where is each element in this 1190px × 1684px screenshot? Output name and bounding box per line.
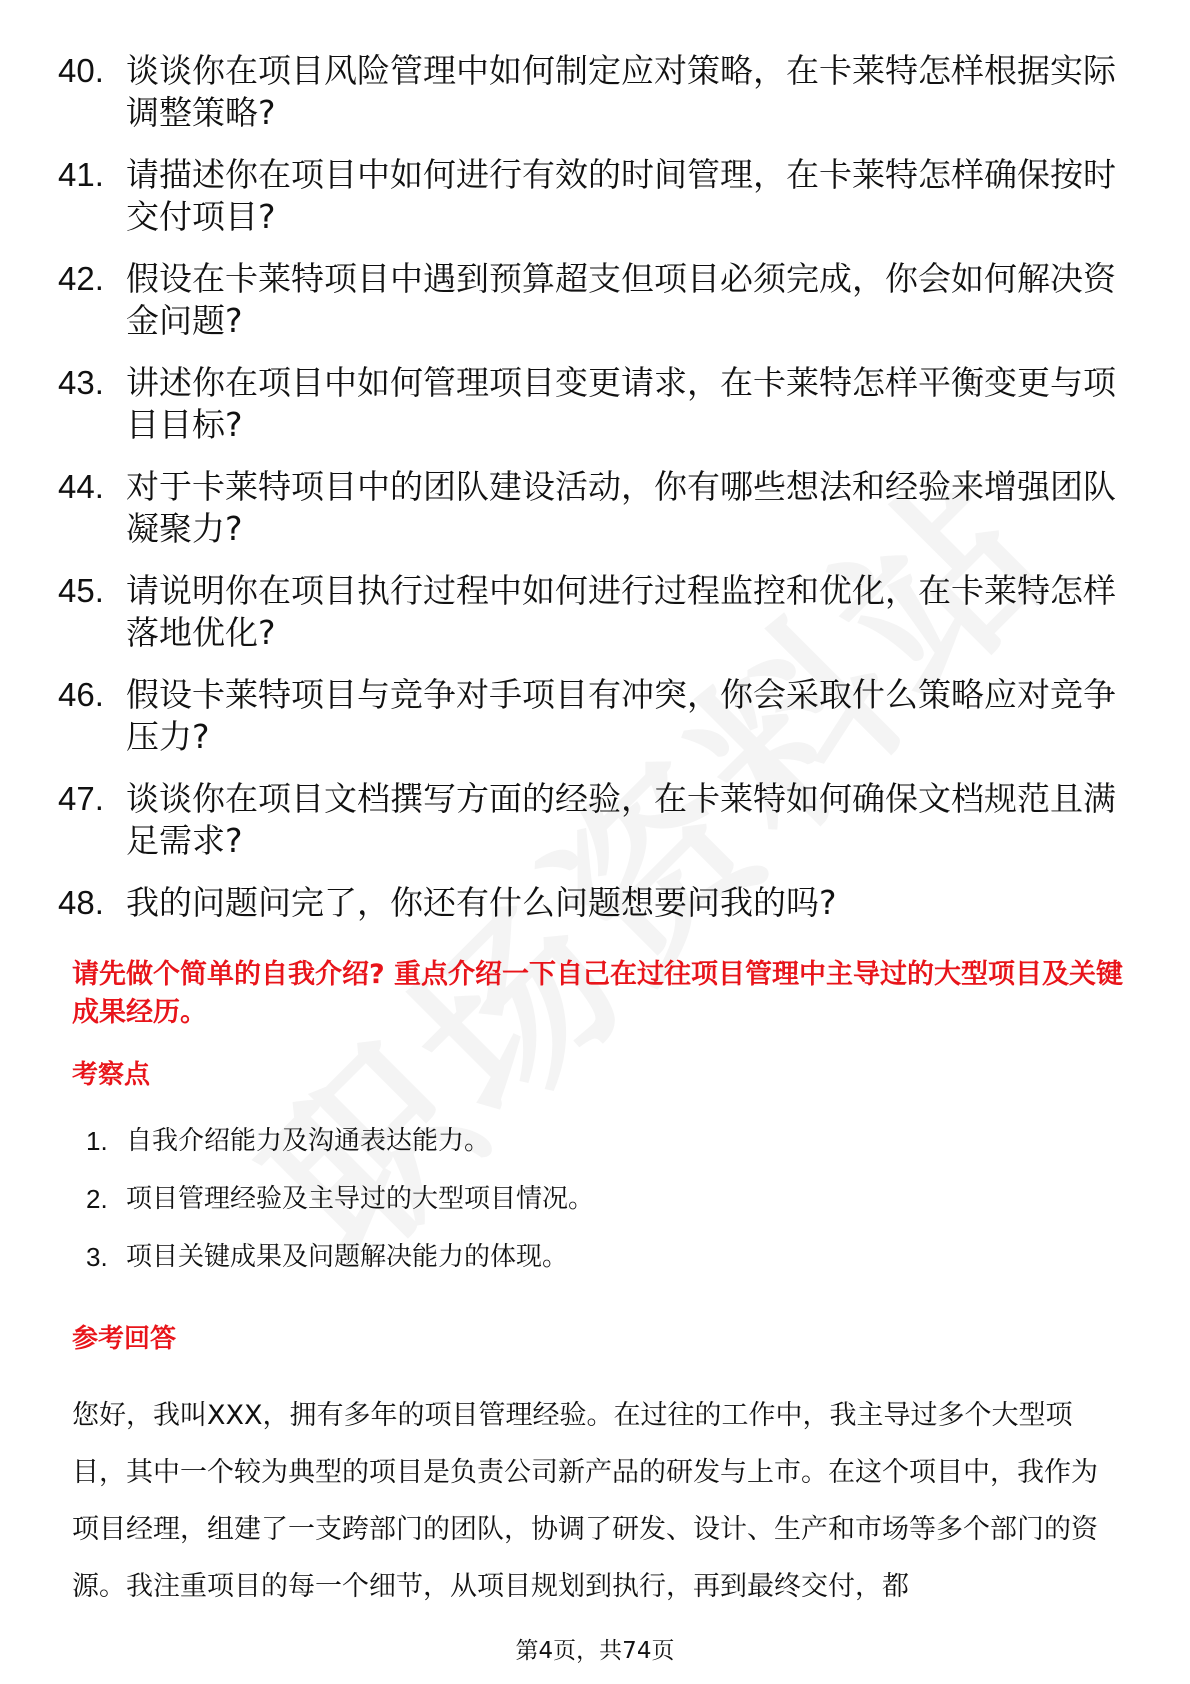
question-text: 请说明你在项目执行过程中如何进行过程监控和优化，在卡莱特怎样落地优化? (126, 571, 1116, 652)
question-item (58, 882, 1138, 924)
question-item (58, 258, 1138, 342)
focus-point (86, 1124, 594, 1158)
section-title: 请先做个简单的自我介绍? 重点介绍一下自己在过往项目管理中主导过的大型项目及关键成果经历。 (72, 959, 1124, 1028)
question-text: 讲述你在项目中如何管理项目变更请求，在卡莱特怎样平衡变更与项目目标? (126, 363, 1116, 444)
question-text: 谈谈你在项目风险管理中如何制定应对策略，在卡莱特怎样根据实际调整策略? (126, 51, 1116, 132)
answer-heading: 参考回答 (72, 1324, 177, 1354)
question-number: 43. (58, 364, 104, 401)
question-number: 44. (58, 468, 104, 505)
focus-point (86, 1182, 594, 1216)
focus-point (86, 1240, 594, 1274)
question-item (58, 778, 1138, 862)
point-text: 自我介绍能力及沟通表达能力。 (126, 1126, 491, 1156)
focus-heading: 考察点 (72, 1060, 151, 1090)
question-number: 47. (58, 780, 104, 817)
question-number: 46. (58, 676, 104, 713)
question-item (58, 466, 1138, 550)
question-text: 请描述你在项目中如何进行有效的时间管理，在卡莱特怎样确保按时交付项目? (126, 155, 1116, 236)
answer-paragraph: 您好，我叫XXX，拥有多年的项目管理经验。在过往的工作中，我主导过多个大型项目，其中一个较为典型的项目是负责公司新产品的研发与上市。在这个项目中，我作为项目经理，组建了一支跨部门的团队，协调了研发、设计、生产和市场等多个部门的资源。我注重项目的每一个细节，从项目规划到执行，再到最终交付，都 (72, 1400, 1098, 1602)
point-number: 2. (86, 1184, 108, 1214)
question-number: 42. (58, 260, 104, 297)
question-item (58, 674, 1138, 758)
question-number: 45. (58, 572, 104, 609)
question-text: 我的问题问完了，你还有什么问题想要问我的吗? (126, 883, 837, 922)
question-item (58, 362, 1138, 446)
focus-points-list (86, 1124, 594, 1298)
question-text: 谈谈你在项目文档撰写方面的经验，在卡莱特如何确保文档规范且满足需求? (126, 779, 1116, 860)
question-item (58, 570, 1138, 654)
question-number: 40. (58, 52, 104, 89)
point-text: 项目管理经验及主导过的大型项目情况。 (126, 1184, 595, 1214)
point-number: 1. (86, 1126, 108, 1156)
question-number: 41. (58, 156, 104, 193)
question-text: 假设在卡莱特项目中遇到预算超支但项目必须完成，你会如何解决资金问题? (126, 259, 1116, 340)
question-item (58, 154, 1138, 238)
question-text: 假设卡莱特项目与竞争对手项目有冲突，你会采取什么策略应对竞争压力? (126, 675, 1116, 756)
question-list (58, 50, 1138, 944)
point-text: 项目关键成果及问题解决能力的体现。 (126, 1242, 569, 1272)
question-number: 48. (58, 884, 104, 921)
point-number: 3. (86, 1242, 108, 1272)
question-text: 对于卡莱特项目中的团队建设活动，你有哪些想法和经验来增强团队凝聚力? (126, 467, 1116, 548)
question-item (58, 50, 1138, 134)
page-footer: 第4页，共74页 (515, 1638, 675, 1664)
